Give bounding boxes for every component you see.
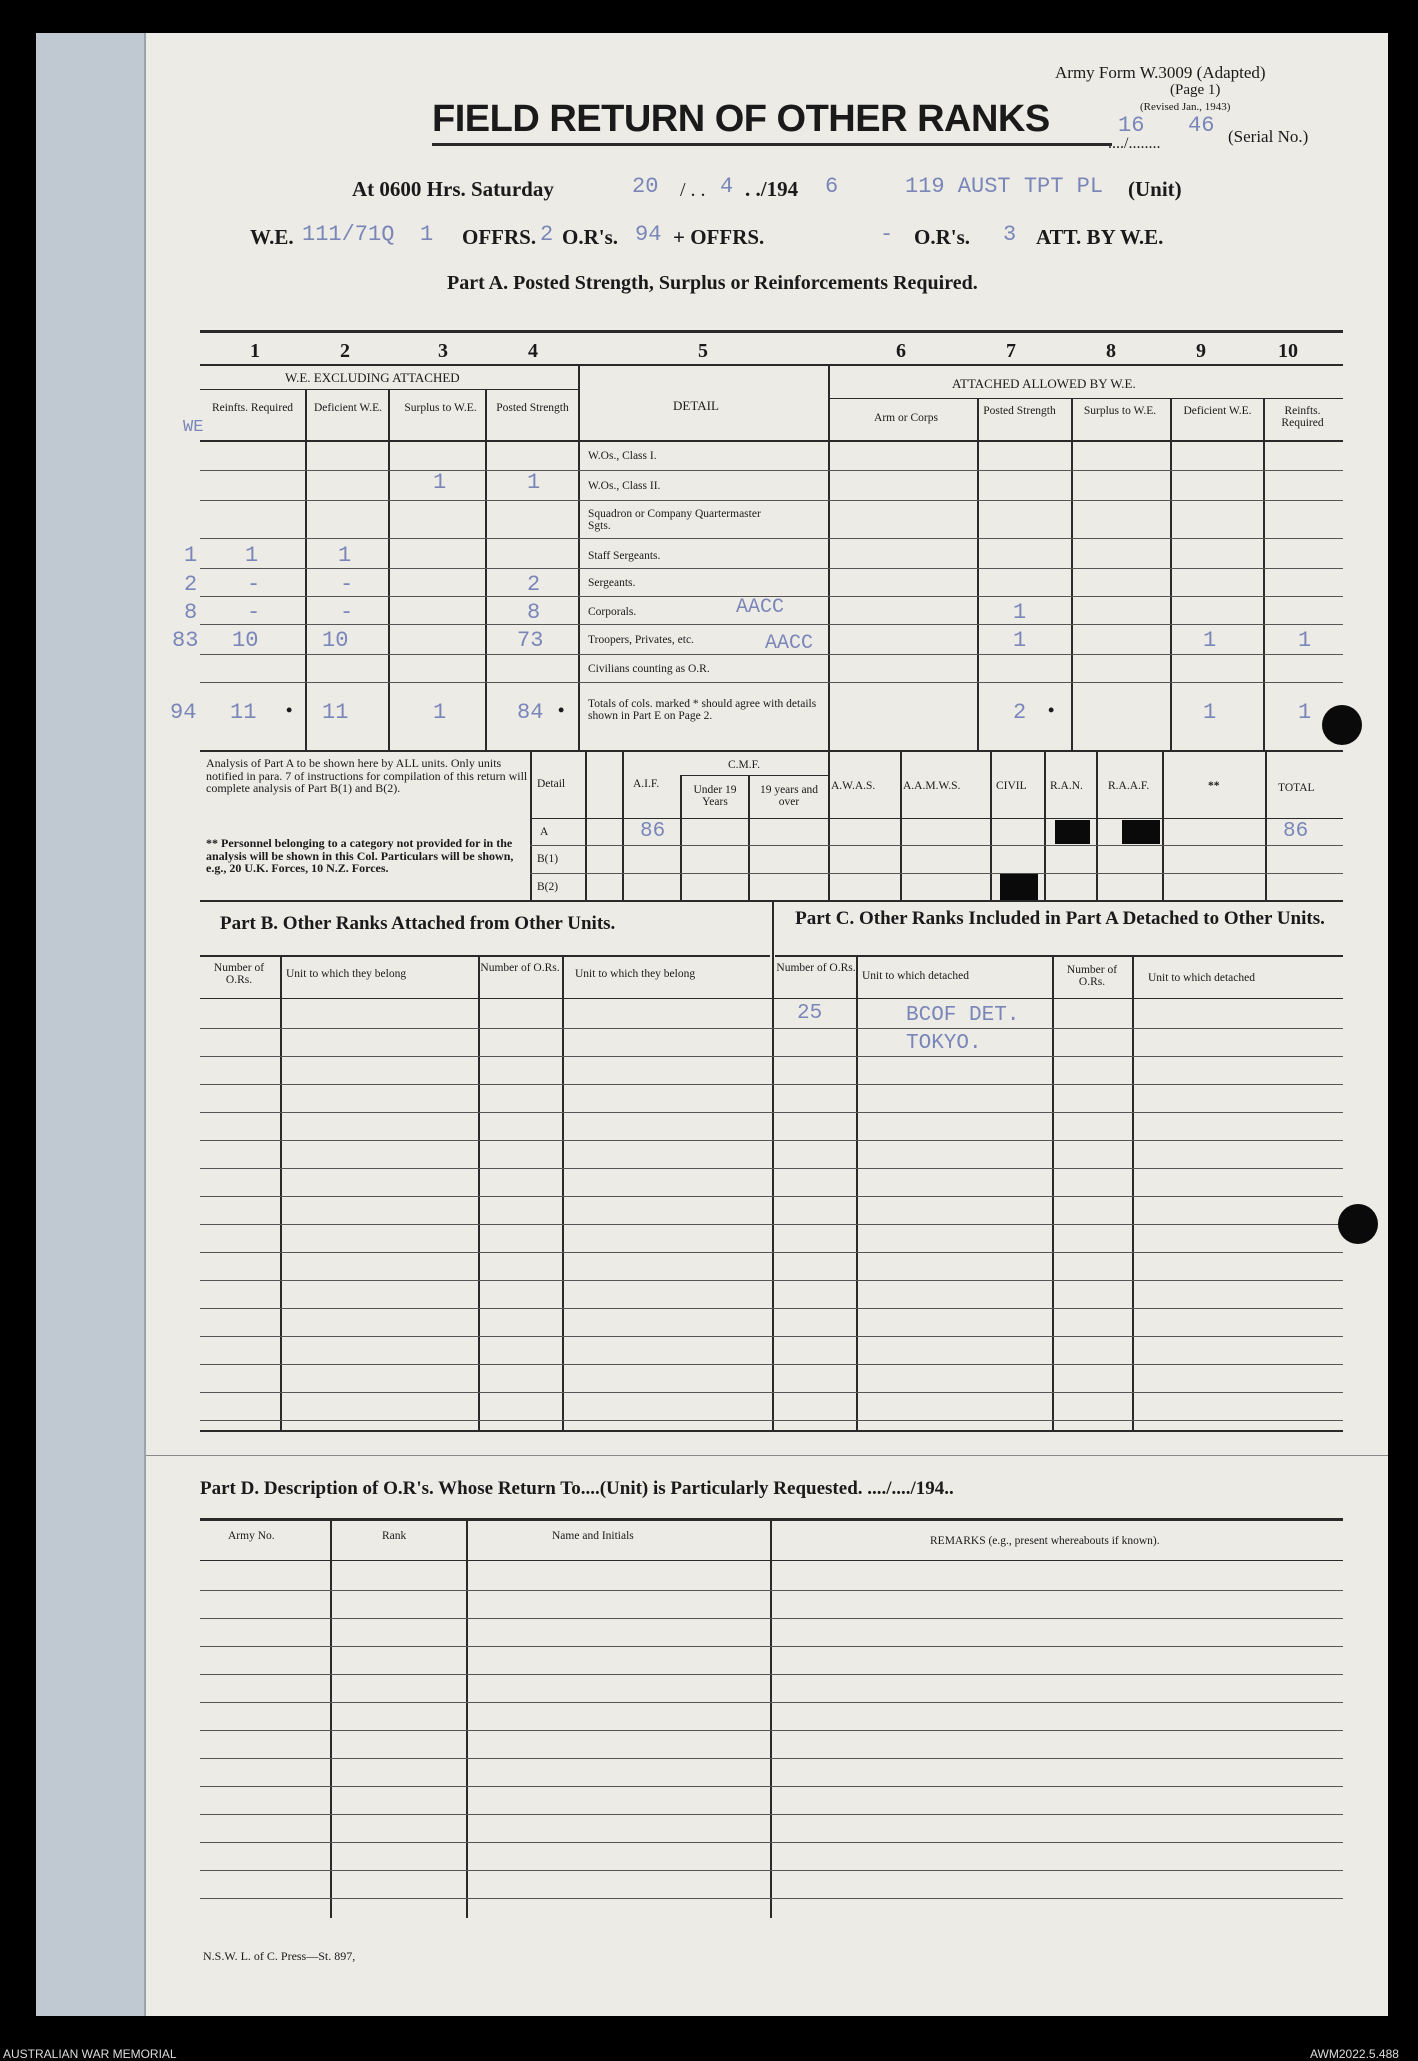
ors-label: O.R's.: [562, 225, 619, 249]
an-row-a: A: [540, 826, 549, 838]
row-rule: [200, 500, 1343, 501]
an-row-b1: B(1): [537, 853, 559, 865]
ruled-line: [200, 1308, 1343, 1309]
plus-offrs-value: -: [880, 222, 894, 247]
totals-att-posted: 2: [1013, 700, 1027, 725]
ruled-line: [200, 1898, 1343, 1899]
cpl-reinfts: -: [247, 600, 261, 625]
vline: [828, 750, 830, 900]
pte-att-posted: 1: [1013, 628, 1027, 653]
ruled-line: [200, 1140, 1343, 1141]
part-a-colnum-rule: [200, 364, 1343, 366]
totals-margin: 94: [170, 700, 197, 725]
ruled-line: [200, 1758, 1343, 1759]
date-year-prefix: . ./194: [745, 177, 799, 201]
totals-deficient: 11: [322, 700, 349, 725]
revised-label: (Revised Jan., 1943): [1140, 101, 1231, 113]
ruled-line: [200, 1786, 1343, 1787]
vline: [770, 1518, 772, 1918]
sgt-deficient: -: [340, 572, 354, 597]
col-number-1: 1: [250, 340, 260, 362]
col-number-8: 8: [1106, 340, 1116, 362]
col-number-2: 2: [340, 340, 350, 362]
part-d-hdr-rank: Rank: [382, 1530, 407, 1542]
serial-part-a: 16: [1118, 113, 1145, 138]
vline: [977, 398, 979, 750]
an-hdr-total: TOTAL: [1278, 782, 1315, 794]
plus-ors-value: 3: [1003, 222, 1017, 247]
part-bc-bottom: [200, 1430, 1343, 1432]
at-hours-label: At 0600 Hrs. Saturday: [352, 177, 554, 201]
ruled-line: [200, 1814, 1343, 1815]
redaction-block: [1055, 820, 1090, 844]
part-d-title: Part D. Description of O.R's. Whose Return To....(Unit) is Particularly Requested. ..../..../194..: [200, 1478, 954, 1499]
an-aif-a-value: 86: [640, 820, 666, 843]
ruled-line: [200, 1168, 1343, 1169]
ruled-line: [200, 1084, 1343, 1085]
vline: [990, 750, 992, 900]
ruled-line: [200, 1224, 1343, 1225]
we-margin-note: WE: [183, 418, 204, 437]
part-c-hdr-number-1: Number of O.Rs.: [776, 962, 856, 974]
pte-att-deficient: 1: [1203, 628, 1217, 653]
cpl-deficient: -: [340, 600, 354, 625]
part-b-hdr-unit-2: Unit to which they belong: [575, 968, 696, 980]
totals-att-reinfts: 1: [1298, 700, 1312, 725]
vline: [578, 364, 580, 750]
sgt-reinfts: -: [247, 572, 261, 597]
pte-reinfts: 10: [232, 628, 259, 653]
hdr-reinfts-required: Reinfts. Required: [211, 402, 294, 414]
pte-margin: 83: [172, 628, 199, 653]
col-number-10: 10: [1278, 340, 1298, 362]
part-b-header-top: [200, 955, 770, 957]
we-label: W.E.: [250, 225, 294, 249]
cpl-att-posted: 1: [1013, 600, 1027, 625]
an-hdr-under19: Under 19 Years: [693, 784, 737, 808]
group-left-label: W.E. EXCLUDING ATTACHED: [285, 370, 460, 385]
ssgt-margin: 1: [184, 543, 198, 568]
col-number-9: 9: [1196, 340, 1206, 362]
vline: [585, 750, 587, 900]
plus-offrs-label: + OFFRS.: [673, 225, 765, 249]
unit-name: 119 AUST TPT PL: [905, 174, 1104, 199]
footer-accession: AWM2022.5.488: [1310, 2047, 1399, 2061]
totals-surplus: 1: [433, 700, 447, 725]
page-label: (Page 1): [1170, 82, 1221, 98]
asterisk-mark: •: [1048, 700, 1055, 720]
part-b-hdr-number-1: Number of O.Rs.: [213, 962, 265, 986]
vline: [1263, 398, 1265, 750]
pte-posted: 73: [517, 628, 544, 653]
ruled-line: [200, 1702, 1343, 1703]
vline: [900, 750, 902, 900]
ruled-line: [200, 1646, 1343, 1647]
vline: [485, 389, 487, 750]
title-underline: [432, 143, 1112, 146]
part-c-entry-unit-2: TOKYO.: [906, 1032, 982, 1055]
totals-posted: 84: [517, 700, 544, 725]
detail-privates: Troopers, Privates, etc.: [588, 634, 694, 646]
we-number: 111/71Q: [302, 222, 395, 247]
ruled-line: [200, 1674, 1343, 1675]
hdr-att-reinfts: Reinfts. Required: [1281, 405, 1324, 429]
an-hdr-detail: Detail: [537, 778, 566, 790]
printer-imprint: N.S.W. L. of C. Press—St. 897,: [203, 1949, 356, 1963]
row-rule: [200, 470, 1343, 471]
detail-civilians: Civilians counting as O.R.: [588, 663, 710, 675]
an-hdr-19over: 19 years and over: [759, 784, 819, 808]
vline: [305, 389, 307, 750]
hdr-att-surplus: Surplus to W.E.: [1083, 405, 1157, 417]
part-a-title: Part A. Posted Strength, Surplus or Reinforcements Required.: [447, 272, 978, 294]
detail-totals: Totals of cols. marked * should agree with details shown in Part E on Page 2.: [588, 698, 817, 722]
ruled-line: [200, 1730, 1343, 1731]
vline: [1071, 398, 1073, 750]
analysis-header-rule: [530, 818, 1343, 819]
ors-value: 94: [635, 222, 662, 247]
asterisk-mark: •: [558, 700, 565, 720]
part-c-hdr-unit-1: Unit to which detached: [862, 970, 969, 982]
part-c-hdr-unit-2: Unit to which detached: [1148, 972, 1255, 984]
date-year-suffix: 6: [825, 174, 839, 199]
hdr-surplus-we: Surplus to W.E.: [404, 402, 477, 414]
vline: [562, 955, 564, 1430]
vline: [1162, 750, 1164, 900]
row-rule: [200, 538, 1343, 539]
ruled-line: [200, 1618, 1343, 1619]
punch-hole: [1322, 705, 1362, 745]
vline: [280, 955, 282, 1430]
analysis-note-2: ** Personnel belonging to a category not provided for in the analysis will be shown in this Col. Particulars will be shown, e.g., 20 U.K. Forces, 10 N.Z. Forces.: [206, 836, 514, 875]
an-hdr-aif: A.I.F.: [633, 778, 660, 790]
part-d-top: [200, 1518, 1343, 1521]
unit-label: (Unit): [1128, 177, 1182, 201]
perforation-line: [146, 1455, 1388, 1456]
ssgt-deficient: 1: [338, 543, 352, 568]
part-d-hdr-name: Name and Initials: [552, 1530, 634, 1542]
detail-corporals: Corporals.: [588, 606, 637, 618]
part-c-header-top: [775, 955, 1343, 957]
part-a-header-rule: [200, 440, 1343, 442]
we-number-2: 1: [420, 222, 434, 247]
vline: [1265, 750, 1267, 900]
vline: [1132, 955, 1134, 1430]
part-d-header-bottom: [200, 1560, 1343, 1561]
bc-header-bottom: [200, 998, 1343, 999]
date-month: 4: [720, 174, 734, 199]
army-form-number: Army Form W.3009 (Adapted): [1055, 63, 1266, 82]
date-sep: / . .: [680, 179, 706, 201]
offrs-value: 2: [540, 222, 554, 247]
an-hdr-ran: R.A.N.: [1050, 780, 1083, 792]
part-c-hdr-number-2: Number of O.Rs.: [1066, 964, 1118, 988]
an-total-a-value: 86: [1283, 820, 1309, 843]
hdr-deficient-we: Deficient W.E.: [313, 402, 383, 414]
ruled-line: [200, 1112, 1343, 1113]
ruled-line: [200, 1028, 1343, 1029]
analysis-note: Analysis of Part A to be shown here by ALL units. Only units notified in para. 7 of instructions for compilation of this return will complete analysis of Part B(1) and B(2).: [206, 756, 528, 795]
pte-deficient: 10: [322, 628, 349, 653]
pte-arm-corps: AACC: [765, 632, 814, 655]
part-b-hdr-unit-1: Unit to which they belong: [286, 968, 407, 980]
serial-part-b: 46: [1188, 113, 1215, 138]
group-right-rule: [828, 398, 1343, 399]
detail-wo-class-2: W.Os., Class II.: [588, 480, 661, 492]
an-hdr-civil: CIVIL: [996, 780, 1027, 792]
part-d-hdr-remarks: REMARKS (e.g., present whereabouts if known).: [930, 1535, 1160, 1547]
vline: [530, 750, 532, 900]
row-rule: [200, 682, 1343, 683]
vline: [1170, 398, 1172, 750]
vline: [856, 955, 858, 1430]
row-rule: [200, 568, 1343, 569]
redaction-block: [1122, 820, 1160, 844]
vline: [1096, 750, 1098, 900]
ruled-line: [200, 1336, 1343, 1337]
part-c-entry-unit-1: BCOF DET.: [906, 1004, 1020, 1027]
vline: [330, 1518, 332, 1918]
redaction-block: [1000, 874, 1038, 900]
group-right-label: ATTACHED ALLOWED BY W.E.: [952, 376, 1136, 391]
part-b-hdr-number-2: Number of O.Rs.: [480, 962, 560, 974]
footer-credit: AUSTRALIAN WAR MEMORIAL: [3, 2047, 177, 2061]
vline: [466, 1518, 468, 1918]
binding-edge: [144, 33, 146, 2016]
an-row-b2: B(2): [537, 881, 559, 893]
ruled-line: [200, 1196, 1343, 1197]
ruled-line: [200, 1280, 1343, 1281]
vline: [1044, 750, 1046, 900]
col-number-7: 7: [1006, 340, 1016, 362]
serial-label: (Serial No.): [1228, 127, 1309, 146]
punch-hole: [1338, 1204, 1378, 1244]
form-title: FIELD RETURN OF OTHER RANKS: [432, 98, 1050, 140]
detail-cqms: Squadron or Company Quartermaster Sgts.: [588, 508, 761, 532]
an-hdr-raaf: R.A.A.F.: [1108, 780, 1150, 792]
plus-ors-label: O.R's.: [914, 225, 971, 249]
serial-dots: ..../........: [1108, 135, 1161, 152]
an-hdr-aamws: A.A.M.W.S.: [903, 780, 961, 792]
ruled-line: [200, 1056, 1343, 1057]
col-number-3: 3: [438, 340, 448, 362]
vline: [828, 364, 830, 750]
date-day: 20: [632, 174, 659, 199]
hdr-posted-strength: Posted Strength: [496, 402, 569, 414]
binding-strip-overlay: [36, 33, 146, 2016]
vline: [622, 750, 624, 900]
sgt-posted: 2: [527, 572, 541, 597]
hdr-detail: DETAIL: [673, 398, 719, 413]
detail-wo-class-1: W.Os., Class I.: [588, 450, 657, 462]
ruled-line: [200, 1870, 1343, 1871]
att-label: ATT. BY W.E.: [1036, 225, 1164, 249]
analysis-row-rule: [530, 845, 1343, 846]
part-a-top-border: [200, 330, 1343, 333]
hdr-att-deficient: Deficient W.E.: [1183, 405, 1252, 417]
asterisk-mark: •: [286, 700, 293, 720]
totals-reinfts: 11: [230, 700, 257, 725]
an-hdr-cmf: C.M.F.: [728, 759, 760, 771]
an-hdr-awas: A.W.A.S.: [831, 780, 876, 792]
pte-att-reinfts: 1: [1298, 628, 1312, 653]
part-b-title: Part B. Other Ranks Attached from Other Units.: [220, 913, 616, 934]
cpl-posted: 8: [527, 600, 541, 625]
row-rule: [200, 624, 1343, 625]
ruled-line: [200, 1252, 1343, 1253]
sgt-margin: 2: [184, 572, 198, 597]
offrs-label: OFFRS.: [462, 225, 537, 249]
cpl-margin: 8: [184, 600, 198, 625]
hdr-arm-corps: Arm or Corps: [874, 412, 938, 424]
vline: [388, 389, 390, 750]
cmf-rule: [680, 775, 828, 776]
vline: [478, 955, 480, 1430]
ruled-line: [200, 1420, 1343, 1421]
ruled-line: [200, 1364, 1343, 1365]
col-number-4: 4: [528, 340, 538, 362]
analysis-row-rule: [530, 873, 1343, 874]
vline: [1052, 955, 1054, 1430]
ruled-line: [200, 1392, 1343, 1393]
ruled-line: [200, 1842, 1343, 1843]
totals-att-deficient: 1: [1203, 700, 1217, 725]
detail-sergeants: Sergeants.: [588, 577, 636, 589]
hdr-att-posted-strength: Posted Strength: [983, 405, 1056, 417]
part-bc-divider: [772, 900, 774, 1430]
cpl-arm-corps: AACC: [736, 596, 785, 619]
detail-staff-sergeants: Staff Sergeants.: [588, 550, 661, 562]
part-a-bottom-rule: [200, 750, 1343, 752]
col-number-6: 6: [896, 340, 906, 362]
ruled-line: [200, 1590, 1343, 1591]
part-d-hdr-army-no: Army No.: [228, 1530, 275, 1542]
ssgt-reinfts: 1: [245, 543, 259, 568]
an-hdr-other: **: [1208, 780, 1220, 792]
wo2-surplus: 1: [433, 470, 447, 495]
wo2-posted: 1: [527, 470, 541, 495]
part-c-entry-number: 25: [797, 1002, 823, 1025]
part-c-title: Part C. Other Ranks Included in Part A Detached to Other Units.: [795, 908, 1325, 929]
col-number-5: 5: [698, 340, 708, 362]
